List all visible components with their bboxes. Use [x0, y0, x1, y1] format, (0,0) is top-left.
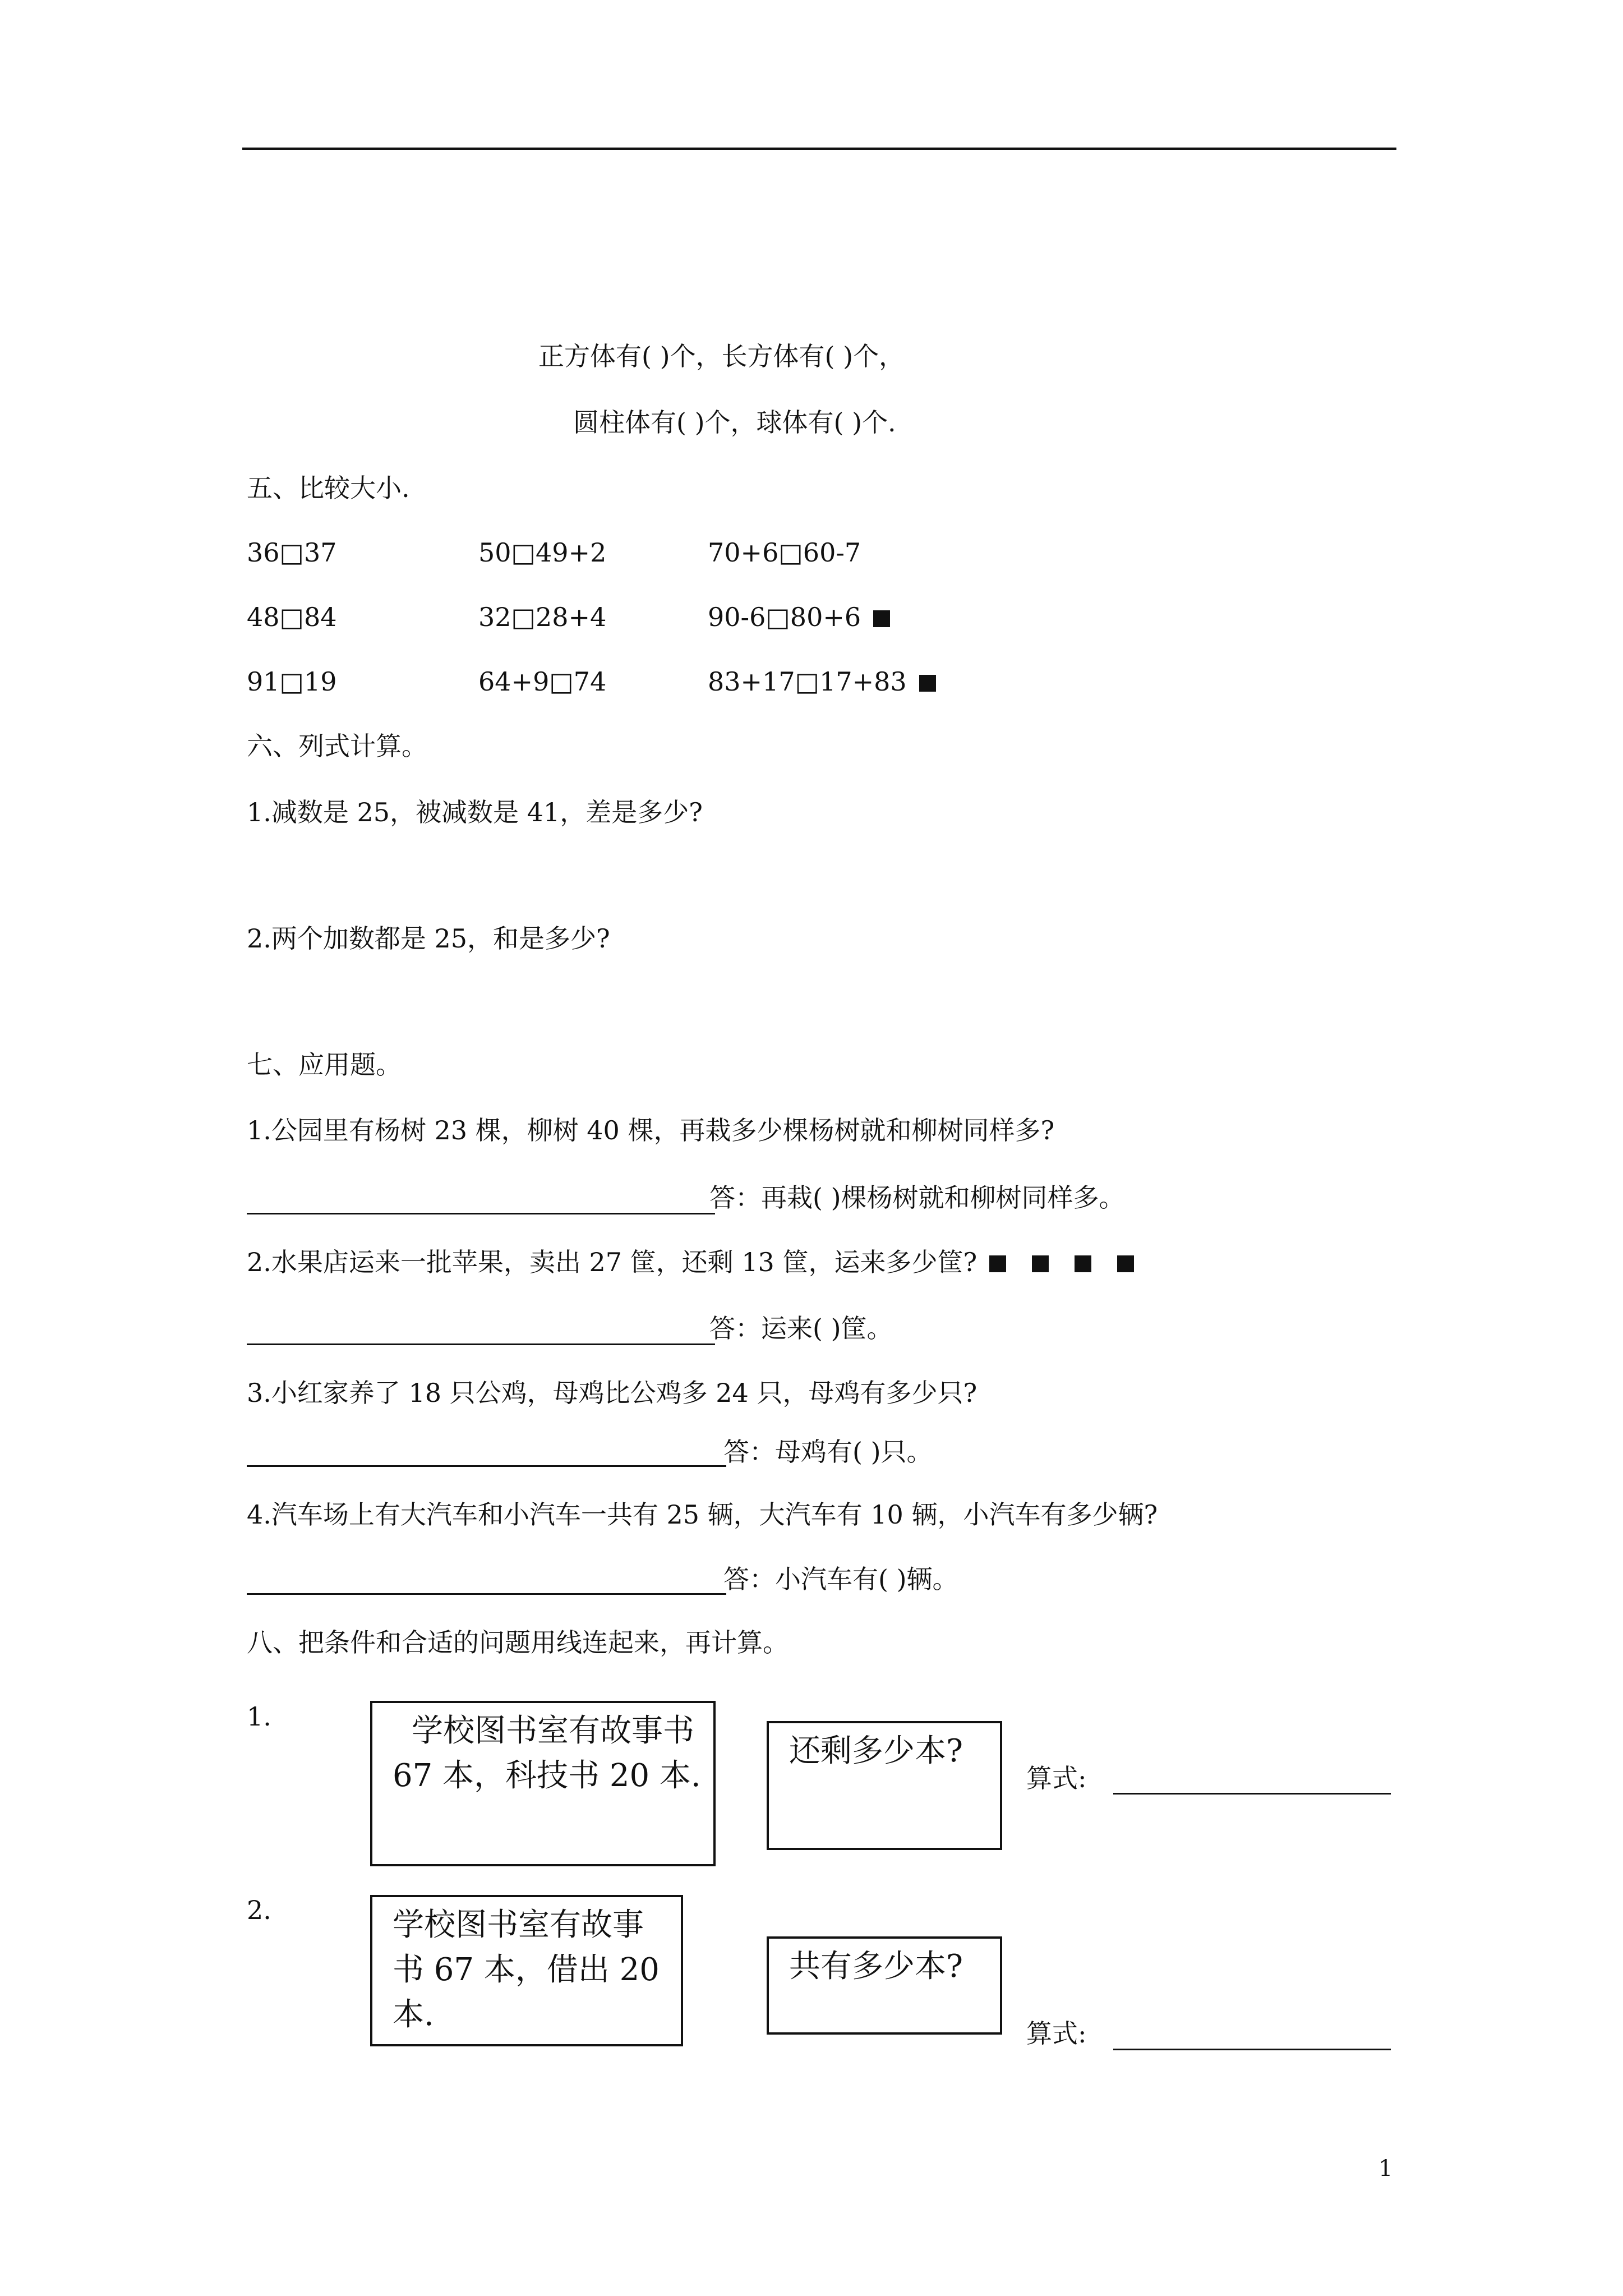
section-7-question-4: 4.汽车场上有大汽车和小汽车一共有 25 辆，大汽车有 10 辆，小汽车有多少辆?: [247, 1499, 1158, 1530]
black-square-icon: [989, 1255, 1006, 1272]
answer-line-3: [247, 1465, 726, 1467]
condition-box-2: [370, 1895, 683, 2046]
black-square-icon: [1075, 1255, 1091, 1272]
answer-line-4: [247, 1593, 726, 1595]
compare-r1-c2: 50□49+2: [478, 537, 607, 568]
black-square-icon: [919, 675, 936, 692]
section-7-question-3: 3.小红家养了 18 只公鸡，母鸡比公鸡多 24 只，母鸡有多少只?: [247, 1378, 978, 1408]
header-rule: [242, 148, 1396, 150]
compare-r3-c1: 91□19: [247, 666, 337, 697]
condition-box-2-text: 学校图书室有故事书 67 本，借出 20 本.: [393, 1907, 660, 2033]
black-square-icon: [1032, 1255, 1049, 1272]
question-box-1-text: 还剩多少本?: [789, 1733, 963, 1769]
section-7-answer-4: 答：小汽车有( )辆。: [723, 1564, 958, 1594]
compare-r3-c2: 64+9□74: [478, 666, 607, 697]
section-8-heading: 八、把条件和合适的问题用线连起来，再计算。: [247, 1627, 789, 1658]
shapes-line-2: 圆柱体有( )个，球体有( )个.: [573, 407, 896, 438]
formula-line-1: [1113, 1793, 1391, 1795]
section-6-question-2: 2.两个加数都是 25，和是多少?: [247, 923, 610, 954]
section-6-question-1: 1.减数是 25，被减数是 41，差是多少?: [247, 797, 703, 827]
section-7-answer-3: 答：母鸡有( )只。: [723, 1437, 933, 1467]
question-box-2-text: 共有多少本?: [789, 1948, 963, 1985]
match-item-1-number: 1.: [247, 1701, 271, 1732]
compare-r3-c3-text: 83+17□17+83: [708, 666, 907, 697]
compare-r2-c3-text: 90-6□80+6: [708, 602, 861, 632]
match-item-2-number: 2.: [247, 1895, 271, 1925]
section-7-answer-1: 答：再栽( )棵杨树就和柳树同样多。: [709, 1182, 1125, 1213]
compare-r2-c2: 32□28+4: [478, 602, 607, 632]
compare-r3-c3: [708, 665, 936, 698]
formula-line-2: [1113, 2049, 1391, 2050]
answer-line-2: [247, 1343, 715, 1345]
compare-r1-c3: 70+6□60-7: [708, 537, 861, 568]
compare-r2-c1: 48□84: [247, 602, 337, 632]
section-5-heading: 五、比较大小.: [247, 473, 410, 503]
shapes-line-1: 正方体有( )个，长方体有( )个，: [538, 341, 905, 371]
section-7-question-2-text: 2.水果店运来一批苹果，卖出 27 筐，还剩 13 筐，运来多少筐?: [247, 1247, 978, 1277]
answer-line-1: [247, 1213, 715, 1214]
section-7-question-1: 1.公园里有杨树 23 棵，柳树 40 棵，再栽多少棵杨树就和柳树同样多?: [247, 1115, 1055, 1145]
page-number: 1: [1378, 2156, 1393, 2182]
formula-label-1: 算式:: [1026, 1763, 1087, 1793]
black-square-icon: [873, 610, 890, 627]
compare-r1-c1: 36□37: [247, 537, 337, 568]
black-square-icon: [1117, 1255, 1134, 1272]
section-7-heading: 七、应用题。: [247, 1050, 402, 1080]
formula-label-2: 算式:: [1026, 2018, 1087, 2049]
question-box-2: [767, 1936, 1002, 2035]
section-6-heading: 六、列式计算。: [247, 731, 427, 761]
section-7-answer-2: 答：运来( )筐。: [709, 1313, 893, 1343]
compare-r2-c3: [708, 600, 890, 634]
condition-box-1-text: 学校图书室有故事书 67 本，科技书 20 本.: [393, 1713, 701, 1794]
section-7-question-2: [247, 1245, 1134, 1279]
question-box-1: [767, 1721, 1002, 1850]
condition-box-1: [370, 1701, 716, 1866]
